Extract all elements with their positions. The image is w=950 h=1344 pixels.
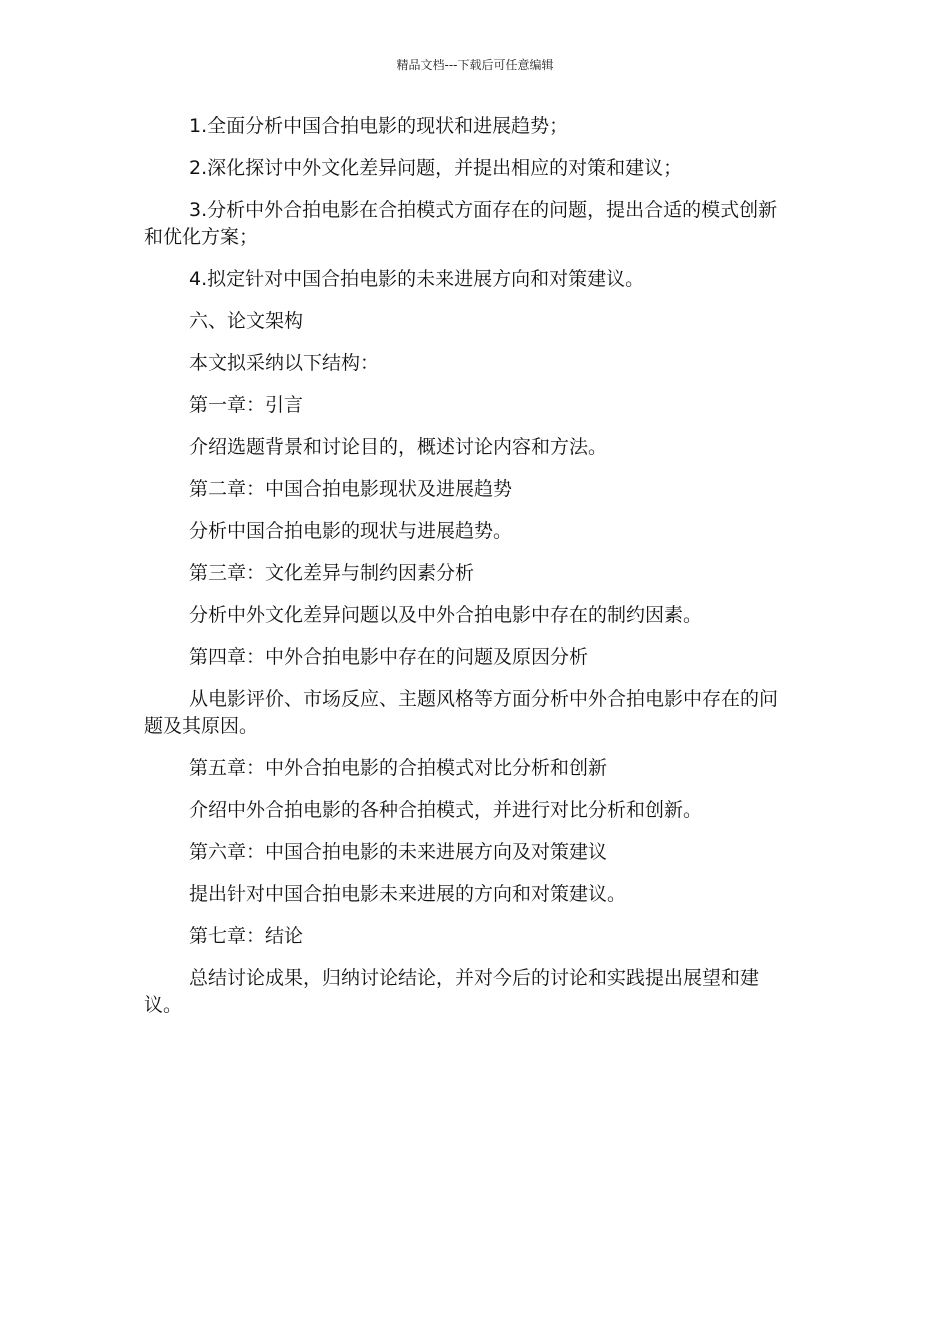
chapter-3-desc: 分析中外文化差异问题以及中外合拍电影中存在的制约因素。: [189, 604, 703, 626]
chapter-2-desc: 分析中国合拍电影的现状与进展趋势。: [189, 520, 513, 542]
chapter-6-desc: 提出针对中国合拍电影未来进展的方向和对策建议。: [189, 883, 627, 905]
chapter-4-title: 第四章：中外合拍电影中存在的问题及原因分析: [189, 646, 589, 668]
chapter-5-desc: 介绍中外合拍电影的各种合拍模式，并进行对比分析和创新。: [189, 799, 703, 821]
section-heading-structure: 六、论文架构: [189, 310, 304, 332]
document-body: [144, 113, 796, 1034]
chapter-6-title: 第六章：中国合拍电影的未来进展方向及对策建议: [189, 841, 608, 863]
chapter-3-title: 第三章：文化差异与制约因素分析: [189, 562, 475, 584]
chapter-1-title: 第一章：引言: [189, 394, 304, 416]
chapter-1-desc: 介绍选题背景和讨论目的，概述讨论内容和方法。: [189, 436, 608, 458]
chapter-5-title: 第五章：中外合拍电影的合拍模式对比分析和创新: [189, 757, 608, 779]
chapter-7-desc: 总结讨论成果，归纳讨论结论，并对今后的讨论和实践提出展望和建议。: [144, 967, 760, 1016]
objective-3: 3.分析中外合拍电影在合拍模式方面存在的问题，提出合适的模式创新和优化方案；: [144, 199, 778, 248]
objective-2: 2.深化探讨中外文化差异问题，并提出相应的对策和建议；: [189, 157, 683, 179]
page-header: 精品文档---下载后可任意编辑: [396, 58, 554, 72]
objective-4: 4.拟定针对中国合拍电影的未来进展方向和对策建议。: [189, 268, 645, 290]
structure-intro: 本文拟采纳以下结构：: [189, 352, 380, 374]
chapter-7-title: 第七章：结论: [189, 925, 304, 947]
objective-1: 1.全面分析中国合拍电影的现状和进展趋势；: [189, 115, 569, 137]
chapter-4-desc: 从电影评价、市场反应、主题风格等方面分析中外合拍电影中存在的问题及其原因。: [144, 688, 779, 737]
chapter-2-title: 第二章：中国合拍电影现状及进展趋势: [189, 478, 513, 500]
